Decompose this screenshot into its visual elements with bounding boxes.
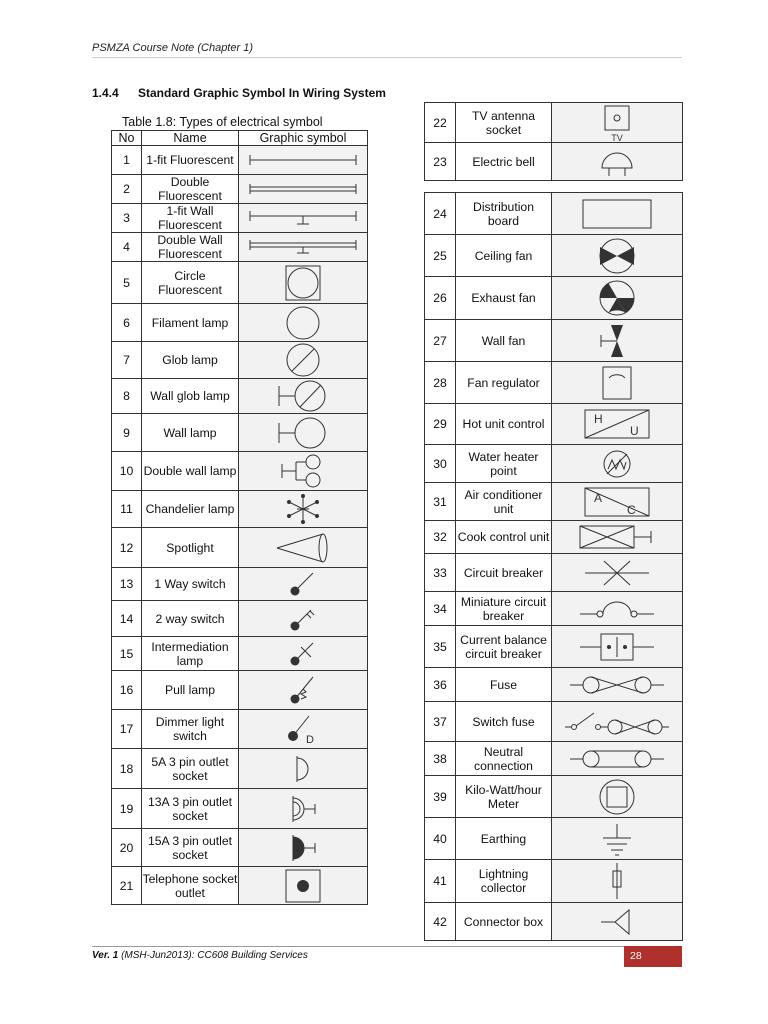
table-caption: Table 1.8: Types of electrical symbol	[122, 115, 323, 129]
footer-version: Ver. 1	[92, 950, 119, 961]
row-no: 14	[112, 601, 142, 637]
row-name: Intermediation lamp	[142, 637, 239, 671]
socket-13a-icon	[283, 792, 323, 826]
row-no: 11	[112, 491, 142, 528]
row-no: 1	[112, 146, 142, 175]
table-row	[425, 143, 683, 181]
circle-fluorescent-icon	[283, 264, 323, 302]
ac-c-label: C	[627, 502, 636, 517]
row-name: 1 Way switch	[142, 568, 239, 601]
row-name: Telephone socket outlet	[142, 867, 239, 905]
row-name: Wall lamp	[142, 414, 239, 452]
row-no: 41	[425, 860, 456, 903]
dimmer-switch-icon	[281, 712, 325, 746]
symbol-table-right-top	[424, 102, 683, 181]
row-name: Current balance circuit breaker	[456, 626, 552, 668]
table-row	[112, 342, 368, 379]
row-name: 15A 3 pin outlet socket	[142, 829, 239, 867]
one-way-switch-icon	[283, 569, 323, 599]
footer-rule	[92, 946, 682, 947]
table-row	[112, 414, 368, 452]
neutral-connection-icon	[567, 747, 667, 771]
spotlight-icon	[273, 530, 333, 566]
chandelier-icon	[283, 492, 323, 526]
row-no: 27	[425, 320, 456, 362]
row-name: TV antenna socket	[456, 103, 552, 143]
wall-glob-lamp-icon	[275, 379, 331, 413]
exhaust-fan-icon	[597, 279, 637, 317]
table-row	[112, 233, 368, 262]
row-no: 39	[425, 776, 456, 818]
row-name: Lightning collector	[456, 860, 552, 903]
svg-text:D: D	[306, 734, 314, 746]
table-row	[425, 860, 683, 903]
row-name: Glob lamp	[142, 342, 239, 379]
two-way-switch-icon	[283, 604, 323, 634]
row-name: Wall glob lamp	[142, 379, 239, 414]
row-name: Exhaust fan	[456, 277, 552, 320]
row-name: Earthing	[456, 818, 552, 860]
row-no: 28	[425, 362, 456, 404]
running-header: PSMZA Course Note (Chapter 1)	[92, 42, 253, 54]
table-row	[112, 528, 368, 568]
row-no: 2	[112, 175, 142, 204]
table-row	[112, 749, 368, 789]
air-conditioner-icon	[582, 485, 652, 519]
row-no: 19	[112, 789, 142, 829]
section-title: Standard Graphic Symbol In Wiring System	[138, 86, 386, 100]
table-row	[425, 776, 683, 818]
hot-unit-u-label: U	[630, 424, 639, 438]
row-name: Fuse	[456, 668, 552, 702]
switch-fuse-icon	[562, 707, 672, 737]
table-row	[425, 404, 683, 445]
wall-fluorescent-1fit-icon	[248, 209, 358, 227]
table-row	[425, 362, 683, 404]
col-header-symbol: Graphic symbol	[239, 131, 368, 146]
hot-unit-control-icon	[582, 407, 652, 441]
earthing-icon	[597, 820, 637, 858]
table-row	[112, 491, 368, 528]
row-name: Spotlight	[142, 528, 239, 568]
table-row	[112, 601, 368, 637]
table-row	[425, 103, 683, 143]
table-row	[112, 304, 368, 342]
row-no: 42	[425, 903, 456, 941]
kwh-meter-icon	[597, 778, 637, 816]
symbol-table-right	[424, 192, 683, 941]
table-row	[112, 671, 368, 710]
row-name: Filament lamp	[142, 304, 239, 342]
row-name: Connector box	[456, 903, 552, 941]
table-row	[112, 175, 368, 204]
row-no: 29	[425, 404, 456, 445]
ceiling-fan-icon	[597, 237, 637, 275]
tv-socket-icon	[597, 104, 637, 142]
electric-bell-icon	[592, 146, 642, 178]
row-no: 21	[112, 867, 142, 905]
row-name: Distribution board	[456, 193, 552, 235]
row-no: 7	[112, 342, 142, 379]
row-no: 8	[112, 379, 142, 414]
table-row	[425, 277, 683, 320]
row-name: Water heater point	[456, 445, 552, 483]
row-name: 5A 3 pin outlet socket	[142, 749, 239, 789]
row-no: 25	[425, 235, 456, 277]
row-no: 17	[112, 710, 142, 749]
table-row	[112, 204, 368, 233]
row-name: Wall fan	[456, 320, 552, 362]
row-name: Miniature circuit breaker	[456, 592, 552, 626]
row-no: 15	[112, 637, 142, 671]
mcb-icon	[577, 596, 657, 622]
double-wall-lamp-icon	[278, 452, 328, 490]
cook-control-icon	[577, 523, 657, 551]
row-name: Neutral connection	[456, 742, 552, 776]
intermediate-switch-icon	[283, 639, 323, 669]
tv-label: TV	[611, 132, 623, 142]
symbol-table-left	[111, 130, 368, 905]
row-no: 30	[425, 445, 456, 483]
socket-5a-icon	[283, 752, 323, 786]
row-name: Double Wall Fluorescent	[142, 233, 239, 262]
row-name: Chandelier lamp	[142, 491, 239, 528]
row-no: 33	[425, 554, 456, 592]
table-row	[425, 903, 683, 941]
footer-text	[92, 950, 308, 961]
table-row	[112, 568, 368, 601]
header-rule	[92, 57, 682, 58]
table-row	[112, 637, 368, 671]
row-no: 18	[112, 749, 142, 789]
table-row	[112, 789, 368, 829]
socket-15a-icon	[283, 831, 323, 865]
table-row	[112, 262, 368, 304]
row-no: 34	[425, 592, 456, 626]
current-balance-breaker-icon	[577, 629, 657, 665]
distribution-board-icon	[580, 196, 654, 232]
row-no: 23	[425, 143, 456, 181]
ac-a-label: A	[594, 490, 603, 505]
wall-lamp-icon	[275, 416, 331, 450]
table-row	[112, 710, 368, 749]
row-no: 35	[425, 626, 456, 668]
row-name: Air conditioner unit	[456, 483, 552, 521]
row-name: Circle Fluorescent	[142, 262, 239, 304]
row-no: 38	[425, 742, 456, 776]
row-no: 32	[425, 521, 456, 554]
connector-box-icon	[597, 905, 637, 939]
hot-unit-h-label: H	[594, 412, 603, 426]
row-no: 9	[112, 414, 142, 452]
table-row	[425, 626, 683, 668]
lightning-collector-icon	[597, 861, 637, 901]
row-no: 31	[425, 483, 456, 521]
row-name: Double Fluorescent	[142, 175, 239, 204]
row-no: 24	[425, 193, 456, 235]
table-row	[425, 445, 683, 483]
row-no: 3	[112, 204, 142, 233]
page-number: 28	[624, 946, 682, 967]
row-name: Electric bell	[456, 143, 552, 181]
row-name: Cook control unit	[456, 521, 552, 554]
row-name: Ceiling fan	[456, 235, 552, 277]
row-name: 13A 3 pin outlet socket	[142, 789, 239, 829]
table-row	[112, 867, 368, 905]
row-no: 20	[112, 829, 142, 867]
table-row	[425, 818, 683, 860]
table-row	[425, 235, 683, 277]
section-heading	[92, 86, 386, 100]
row-name: Dimmer light switch	[142, 710, 239, 749]
fuse-icon	[567, 673, 667, 697]
fluorescent-1fit-icon	[248, 153, 358, 167]
col-header-name: Name	[142, 131, 239, 146]
pull-switch-icon	[283, 673, 323, 707]
table-row	[425, 554, 683, 592]
row-no: 5	[112, 262, 142, 304]
row-no: 37	[425, 702, 456, 742]
row-name: Switch fuse	[456, 702, 552, 742]
circuit-breaker-icon	[582, 557, 652, 589]
telephone-socket-icon	[283, 868, 323, 904]
table-row	[425, 320, 683, 362]
row-name: 1-fit Wall Fluorescent	[142, 204, 239, 233]
row-name: Fan regulator	[456, 362, 552, 404]
footer-source: (MSH-Jun2013): CC608 Building Services	[118, 950, 308, 961]
table-row	[425, 742, 683, 776]
fluorescent-double-icon	[248, 182, 358, 196]
row-name: Circuit breaker	[456, 554, 552, 592]
section-number: 1.4.4	[92, 86, 119, 100]
table-row	[425, 483, 683, 521]
row-no: 6	[112, 304, 142, 342]
row-name: Hot unit control	[456, 404, 552, 445]
row-no: 13	[112, 568, 142, 601]
fan-regulator-icon	[597, 364, 637, 402]
row-no: 22	[425, 103, 456, 143]
row-no: 4	[112, 233, 142, 262]
table-row	[112, 829, 368, 867]
water-heater-icon	[597, 447, 637, 481]
table-row	[425, 668, 683, 702]
table-row	[425, 592, 683, 626]
row-name: 2 way switch	[142, 601, 239, 637]
table-row	[112, 146, 368, 175]
table-row	[112, 452, 368, 491]
row-no: 16	[112, 671, 142, 710]
col-header-no: No	[112, 131, 142, 146]
row-name: Double wall lamp	[142, 452, 239, 491]
table-row	[112, 379, 368, 414]
row-no: 36	[425, 668, 456, 702]
filament-lamp-icon	[283, 305, 323, 341]
row-no: 40	[425, 818, 456, 860]
wall-fluorescent-double-icon	[248, 238, 358, 256]
row-no: 12	[112, 528, 142, 568]
table-row	[425, 702, 683, 742]
table-row	[425, 193, 683, 235]
row-name: 1-fit Fluorescent	[142, 146, 239, 175]
wall-fan-icon	[597, 322, 637, 360]
row-no: 26	[425, 277, 456, 320]
row-no: 10	[112, 452, 142, 491]
row-name: Pull lamp	[142, 671, 239, 710]
glob-lamp-icon	[283, 342, 323, 378]
table-row	[425, 521, 683, 554]
row-name: Kilo-Watt/hour Meter	[456, 776, 552, 818]
